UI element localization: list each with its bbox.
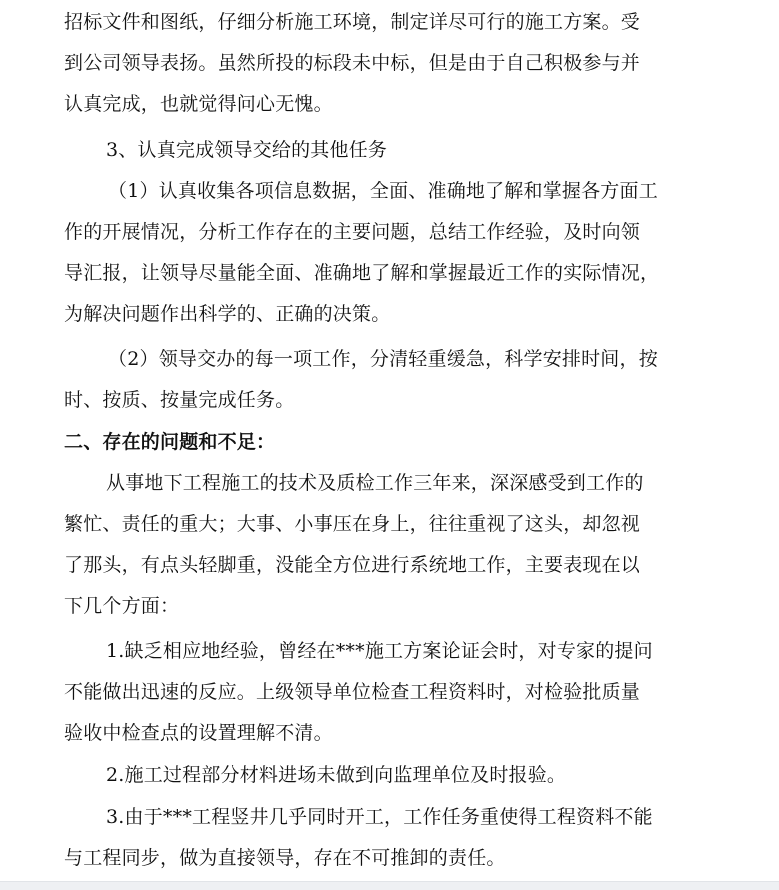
text-line: 繁忙、责任的重大；大事、小事压在身上，往往重视了这头，却忽视 bbox=[64, 513, 641, 535]
section-3-heading bbox=[106, 130, 766, 171]
text-line: 下几个方面： bbox=[64, 595, 180, 617]
paragraph-intro bbox=[64, 2, 724, 125]
text-line: 二、存在的问题和不足： bbox=[64, 431, 276, 453]
text-line: 到公司领导表扬。虽然所投的标段未中标，但是由于自己积极参与并 bbox=[64, 52, 641, 74]
text-line: 3.由于***工程竖井几乎同时开工，工作任务重使得工程资料不能 bbox=[106, 806, 653, 828]
text-line: 认真完成，也就觉得问心无愧。 bbox=[64, 93, 333, 115]
text-line: 招标文件和图纸，仔细分析施工环境，制定详尽可行的施工方案。受 bbox=[64, 11, 641, 33]
text-line: 与工程同步，做为直接领导，存在不可推卸的责任。 bbox=[64, 847, 506, 869]
text-line: 时、按质、按量完成任务。 bbox=[64, 389, 295, 411]
text-line: 2.施工过程部分材料进场未做到向监理单位及时报验。 bbox=[106, 764, 567, 786]
text-line: 导汇报，让领导尽量能全面、准确地了解和掌握最近工作的实际情况， bbox=[64, 262, 660, 284]
point-1-paragraph bbox=[64, 631, 724, 754]
text-line: 验收中检查点的设置理解不清。 bbox=[64, 722, 333, 744]
problems-paragraph bbox=[64, 463, 724, 627]
text-line: 1.缺乏相应地经验，曾经在***施工方案论证会时，对专家的提问 bbox=[106, 640, 653, 662]
text-line: 3、认真完成领导交给的其他任务 bbox=[106, 139, 388, 161]
text-line: 作的开展情况，分析工作存在的主要问题，总结工作经验，及时向领 bbox=[64, 221, 641, 243]
text-line: 从事地下工程施工的技术及质检工作三年来，深深感受到工作的 bbox=[106, 472, 644, 494]
text-line: （1）认真收集各项信息数据，全面、准确地了解和掌握各方面工 bbox=[108, 180, 658, 202]
point-2-paragraph bbox=[64, 755, 724, 796]
point-3-paragraph bbox=[64, 797, 724, 879]
item-2-paragraph bbox=[64, 339, 724, 421]
text-line: 不能做出迅速的反应。上级领导单位检查工程资料时，对检验批质量 bbox=[64, 681, 641, 703]
item-1-paragraph bbox=[64, 171, 724, 335]
text-line: 为解决问题作出科学的、正确的决策。 bbox=[64, 303, 391, 325]
text-line: 了那头，有点头轻脚重，没能全方位进行系统地工作，主要表现在以 bbox=[64, 554, 641, 576]
text-line: （2）领导交办的每一项工作，分清轻重缓急，科学安排时间，按 bbox=[108, 348, 658, 370]
section-2-heading bbox=[64, 422, 724, 463]
